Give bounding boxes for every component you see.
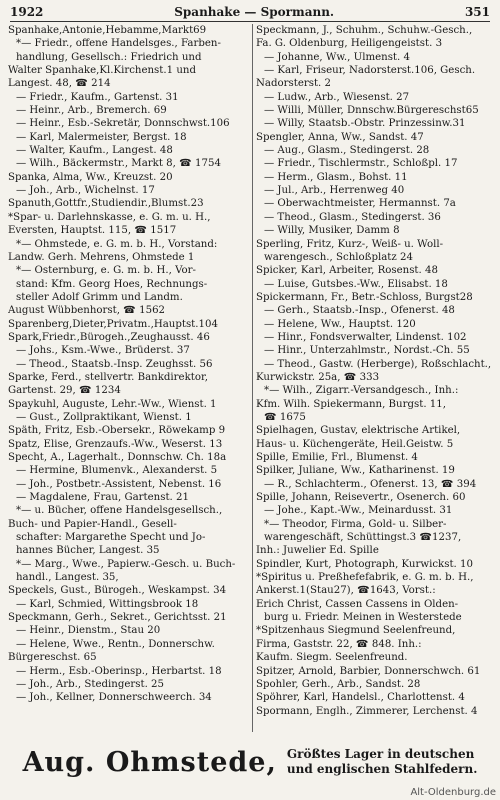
directory-entry-line: ☎ 1675 bbox=[264, 411, 306, 423]
directory-entry-line: Spanuth,Gottfr.,Studiendir.,Blumst.23 bbox=[8, 198, 204, 210]
directory-entry-line: *Spitzenhaus Siegmund Seelenfreund, bbox=[256, 625, 456, 637]
advertisement bbox=[8, 738, 492, 786]
directory-entry-line: Sparenberg,Dieter,Privatm.,Hauptst.104 bbox=[8, 318, 218, 330]
directory-entry-line: — Luise, Gutsbes.-Ww., Elisabst. 18 bbox=[264, 278, 448, 290]
directory-entry-line: Spanka, Alma, Ww., Kreuzst. 20 bbox=[8, 171, 173, 183]
directory-entry-line: — Friedr., Tischlermstr., Schloßpl. 17 bbox=[264, 158, 458, 170]
directory-entry-line: Spengler, Anna, Ww., Sandst. 47 bbox=[256, 131, 424, 143]
directory-entry-line: — Hinr., Fondsverwalter, Lindenst. 102 bbox=[264, 331, 467, 343]
directory-entry-line: — Walter, Kaufm., Langest. 48 bbox=[16, 145, 173, 157]
right-column bbox=[256, 24, 492, 732]
directory-entry-line: *Spar- u. Darlehnskasse, e. G. m. u. H., bbox=[8, 211, 211, 223]
directory-entry-line: — Heinr., Arb., Bremerch. 69 bbox=[16, 105, 167, 117]
directory-entry-line: — Willi, Müller, Dnnschw.Bürgereschst65 bbox=[264, 105, 479, 117]
directory-entry-line: — Joh., Kellner, Donnerschweerch. 34 bbox=[16, 692, 212, 704]
directory-entry-line: — Jul., Arb., Herrenweg 40 bbox=[264, 185, 405, 197]
directory-entry-line: — Johs., Ksm.-Wwe., Brüderst. 37 bbox=[16, 345, 190, 357]
directory-entry-line: Ankerst.1(Stau27), ☎1643, Vorst.: bbox=[256, 585, 436, 597]
directory-entry-line: Spickermann, Fr., Betr.-Schloss, Burgst28 bbox=[256, 291, 473, 303]
directory-entry-line: — R., Schlachterm., Ofenerst. 13, ☎ 394 bbox=[264, 478, 477, 490]
directory-entry-line: Gartenst. 29, ☎ 1234 bbox=[8, 385, 121, 397]
directory-entry-line: Kaufm. Siegm. Seelenfreund. bbox=[256, 652, 408, 664]
directory-entry-line: Kurwickstr. 25a, ☎ 333 bbox=[256, 371, 380, 383]
directory-entry-line: — Friedr., Kaufm., Gartenst. 31 bbox=[16, 91, 179, 103]
directory-entry-line: — Willy, Staatsb.-Obstr. Prinzessinw.31 bbox=[264, 118, 466, 130]
directory-entry-line: Spöhrer, Karl, Handelsl., Charlottenst. 4 bbox=[256, 692, 465, 704]
watermark: Alt-Oldenburg.de bbox=[410, 787, 496, 798]
page-title: Spanhake — Spormann. bbox=[174, 5, 335, 19]
directory-entry-line: — Ludw., Arb., Wiesenst. 27 bbox=[264, 91, 410, 103]
directory-entry-line: — Joh., Postbetr.-Assistent, Nebenst. 16 bbox=[16, 478, 222, 490]
directory-entry-line: Walter Spanhake,Kl.Kirchenst.1 und bbox=[8, 65, 196, 77]
directory-entry-line: — Johanne, Ww., Ulmenst. 4 bbox=[264, 51, 410, 63]
directory-entry-line: — Hermine, Blumenvk., Alexanderst. 5 bbox=[16, 465, 218, 477]
column-divider bbox=[252, 24, 253, 732]
directory-entry-line: Spilker, Juliane, Ww., Katharinenst. 19 bbox=[256, 465, 455, 477]
directory-entry-line: *— Ohmstede, e. G. m. b. H., Vorstand: bbox=[16, 238, 218, 250]
directory-entry-line: steller Adolf Grimm und Landm. bbox=[16, 291, 183, 303]
directory-entry-line: Nadorsterst. 2 bbox=[256, 78, 332, 90]
directory-entry-line: — Gust., Zollpraktikant, Wienst. 1 bbox=[16, 411, 192, 423]
directory-entry-line: Spark,Friedr.,Bürogeh.,Zeughausst. 46 bbox=[8, 331, 210, 343]
directory-entry-line: — Heinr., Esb.-Sekretär, Donnschwst.106 bbox=[16, 118, 230, 130]
directory-entry-line: — Joh., Arb., Stedingerst. 25 bbox=[16, 678, 165, 690]
directory-entry-line: — Herm., Glasm., Bohst. 11 bbox=[264, 171, 408, 183]
directory-entry-line: *— Theodor, Firma, Gold- u. Silber- bbox=[264, 518, 447, 530]
directory-entry-line: stand: Kfm. Georg Hoes, Rechnungs- bbox=[16, 278, 208, 290]
directory-entry-line: *Spiritus u. Preßhefefabrik, e. G. m. b. H., bbox=[256, 572, 474, 584]
ad-slogan-line2: und englischen Stahlfedern. bbox=[286, 762, 478, 776]
directory-entry-line: Kfm. Wilh. Spiekermann, Burgst. 11, bbox=[256, 398, 446, 410]
directory-entry-line: — Heinr., Dienstm., Stau 20 bbox=[16, 625, 161, 637]
directory-entry-line: Spohler, Gerh., Arb., Sandst. 28 bbox=[256, 678, 421, 690]
directory-entry-line: — Joh., Arb., Wichelnst. 17 bbox=[16, 185, 155, 197]
page-number: 351 bbox=[464, 5, 490, 19]
directory-entry-line: — Magdalene, Frau, Gartenst. 21 bbox=[16, 492, 189, 504]
directory-entry-line: Spille, Emilie, Frl., Blumenst. 4 bbox=[256, 452, 418, 463]
directory-entry-line: Fa. G. Oldenburg, Heiligengeistst. 3 bbox=[256, 38, 443, 50]
directory-entry-line: Spitzer, Arnold, Barbier, Donnerschwch. 61 bbox=[256, 665, 481, 677]
directory-entry-line: Erich Christ, Cassen Cassens in Olden- bbox=[256, 598, 459, 610]
directory-entry-line: — Theod., Staatsb.-Insp. Zeughsst. 56 bbox=[16, 358, 213, 370]
directory-entry-line: *— Osternburg, e. G. m. b. H., Vor- bbox=[16, 265, 196, 277]
directory-entry-line: Bürgereschst. 65 bbox=[8, 652, 97, 664]
directory-entry-line: — Karl, Malermeister, Bergst. 18 bbox=[16, 131, 187, 143]
directory-entry-line: Inh.: Juwelier Ed. Spille bbox=[256, 545, 379, 557]
left-column bbox=[8, 24, 250, 732]
directory-entry-line: Eversten, Hauptst. 115, ☎ 1517 bbox=[8, 225, 177, 237]
directory-entry-line: Spielhagen, Gustav, elektrische Artikel, bbox=[256, 425, 461, 437]
directory-entry-line: — Gerh., Staatsb.-Insp., Ofenerst. 48 bbox=[264, 305, 455, 317]
directory-entry-line: — Hinr., Unterzahlmstr., Nordst.-Ch. 55 bbox=[264, 345, 470, 357]
directory-entry-line: Firma, Gaststr. 22, ☎ 848. Inh.: bbox=[256, 638, 422, 650]
directory-entry-line: warengeschäft, Schüttingst.3 ☎1237, bbox=[264, 532, 462, 544]
directory-entry-line: — Willy, Musiker, Damm 8 bbox=[264, 225, 400, 237]
directory-entry-line: handl., Langest. 35, bbox=[16, 572, 119, 584]
directory-entry-line: Buch- und Papier-Handl., Gesell- bbox=[8, 518, 177, 530]
directory-entry-line: *— u. Bücher, offene Handelsgesellsch., bbox=[16, 505, 223, 517]
directory-entry-line: handlung, Gesellsch.: Friedrich und bbox=[16, 51, 202, 63]
directory-entry-line: Landw. Gerh. Mehrens, Ohmstede 1 bbox=[8, 251, 195, 263]
page-header bbox=[10, 4, 490, 20]
directory-entry-line: — Oberwachtmeister, Hermannst. 7a bbox=[264, 198, 456, 210]
ad-slogan bbox=[287, 747, 478, 777]
directory-entry-line: Spanhake,Antonie,Hebamme,Markt69 bbox=[8, 25, 207, 36]
directory-entry-line: schafter: Margarethe Specht und Jo- bbox=[16, 532, 206, 544]
directory-entry-line: Haus- u. Küchengeräte, Heil.Geistw. 5 bbox=[256, 438, 454, 450]
directory-entry-line: — Theod., Glasm., Stedingerst. 36 bbox=[264, 211, 441, 223]
directory-entry-line: — Helene, Wwe., Rentn., Donnerschw. bbox=[16, 638, 215, 650]
directory-entry-line: — Herm., Esb.-Oberinsp., Herbartst. 18 bbox=[16, 665, 222, 677]
directory-entry-line: Sparke, Ferd., stellvertr. Bankdirektor, bbox=[8, 371, 208, 383]
directory-entry-line: August Wübbenhorst, ☎ 1562 bbox=[8, 305, 166, 317]
page-year: 1922 bbox=[10, 5, 44, 19]
directory-entry-line: Speckmann, Gerh., Sekret., Gerichtsst. 21 bbox=[8, 612, 227, 624]
directory-entry-line: Spille, Johann, Reisevertr., Osenerch. 60 bbox=[256, 492, 466, 504]
directory-entry-line: Speckmann, J., Schuhm., Schuhw.-Gesch., bbox=[256, 25, 473, 36]
directory-entry-line: Spindler, Kurt, Photograph, Kurwickst. 10 bbox=[256, 558, 473, 570]
directory-entry-line: hannes Bücher, Langest. 35 bbox=[16, 545, 160, 557]
directory-entry-line: Spaykuhl, Auguste, Lehr.-Ww., Wienst. 1 bbox=[8, 398, 217, 410]
directory-entry-line: — Theod., Gastw. (Herberge), Roßschlacht., bbox=[264, 358, 492, 370]
directory-entry-line: *— Friedr., offene Handelsges., Farben- bbox=[16, 38, 221, 50]
directory-entry-line: *— Wilh., Zigarr.-Versandgesch., Inh.: bbox=[264, 385, 459, 397]
directory-entry-line: — Karl, Schmied, Wittingsbrook 18 bbox=[16, 598, 199, 610]
directory-entry-line: Spicker, Karl, Arbeiter, Rosenst. 48 bbox=[256, 265, 438, 277]
directory-entry-line: Spormann, Englh., Zimmerer, Lerchenst. 4 bbox=[256, 705, 478, 717]
ad-company-name: Aug. Ohmstede, bbox=[22, 746, 277, 778]
directory-entry-line: Specht, A., Lagerhalt., Donnschw. Ch. 18a bbox=[8, 452, 227, 463]
directory-entry-line: *— Marg., Wwe., Papierw.-Gesch. u. Buch- bbox=[16, 558, 236, 570]
directory-entry-line: — Karl, Friseur, Nadorsterst.106, Gesch. bbox=[264, 65, 476, 77]
directory-entry-line: — Aug., Glasm., Stedingerst. 28 bbox=[264, 145, 430, 157]
directory-entry-line: — Wilh., Bäckermstr., Markt 8, ☎ 1754 bbox=[16, 158, 221, 170]
directory-entry-line: — Johe., Kapt.-Ww., Meinardusst. 31 bbox=[264, 505, 453, 517]
directory-entry-line: warengesch., Schloßplatz 24 bbox=[264, 251, 413, 263]
directory-entry-line: — Helene, Ww., Hauptst. 120 bbox=[264, 318, 416, 330]
ad-slogan-line1: Größtes Lager in deutschen bbox=[286, 747, 475, 761]
directory-entry-line: Sperling, Fritz, Kurz-, Weiß- u. Woll- bbox=[256, 238, 444, 250]
directory-entry-line: Späth, Fritz, Esb.-Obersekr., Röwekamp 9 bbox=[8, 425, 226, 437]
directory-entry-line: Speckels, Gust., Bürogeh., Weskampst. 34 bbox=[8, 585, 227, 597]
directory-entry-line: Spatz, Elise, Grenzaufs.-Ww., Weserst. 13 bbox=[8, 438, 223, 450]
directory-entry-line: burg u. Friedr. Meinen in Westerstede bbox=[264, 612, 462, 624]
directory-entry-line: Langest. 48, ☎ 214 bbox=[8, 78, 111, 90]
header-rule bbox=[10, 21, 490, 22]
